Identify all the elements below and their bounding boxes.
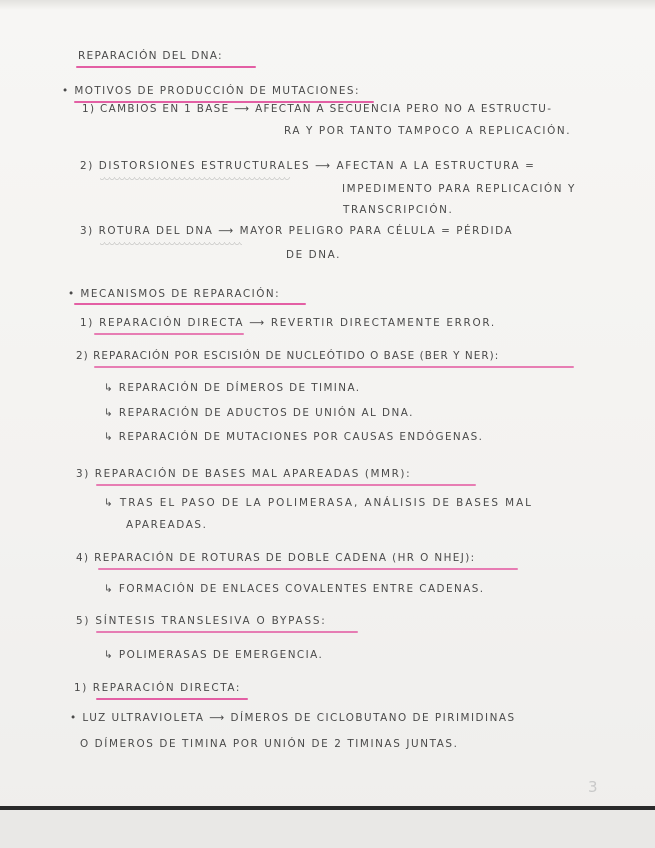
directa-underline <box>96 698 248 700</box>
motivo-1-line2: RA Y POR TANTO TAMPOCO A REPLICACIÓN. <box>284 125 572 137</box>
title-underline <box>76 66 256 68</box>
bottom-margin <box>0 810 655 848</box>
mecanismo-2-sub-3: ↳ REPARACIÓN DE MUTACIONES POR CAUSAS ENDÓGENAS. <box>104 431 484 443</box>
motivo-2-line1: 2) DISTORSIONES ESTRUCTURALES ⟶ AFECTAN A LA ESTRUCTURA = <box>80 160 536 172</box>
page-number: 3 <box>588 778 598 796</box>
mecanismo-3-sub-2: APAREADAS. <box>126 519 208 531</box>
mecanismo-3-sub-1: ↳ TRAS EL PASO DE LA POLIMERASA, ANÁLISIS DE BASES MAL <box>104 497 533 509</box>
directa-heading: 1) REPARACIÓN DIRECTA: <box>74 682 242 694</box>
motivo-3-line1: 3) ROTURA DEL DNA ⟶ MAYOR PELIGRO PARA CÉLULA = PÉRDIDA <box>80 225 514 237</box>
page-title: REPARACIÓN DEL DNA: <box>78 50 223 62</box>
mecanismo-2-line1: 2) REPARACIÓN POR ESCISIÓN DE NUCLEÓTIDO O BASE (BER Y NER): <box>76 350 500 362</box>
mecanismo-5-sub-1: ↳ POLIMERASAS DE EMERGENCIA. <box>104 649 324 661</box>
mecanismo-4-underline <box>98 568 518 570</box>
mecanismo-1-underline <box>94 333 244 335</box>
directa-line-2: O DÍMEROS DE TIMINA POR UNIÓN DE 2 TIMINAS JUNTAS. <box>80 738 459 750</box>
mecanismo-5-line1: 5) SÍNTESIS TRANSLESIVA O BYPASS: <box>76 615 327 627</box>
motivos-heading: • MOTIVOS DE PRODUCCIÓN DE MUTACIONES: <box>62 85 360 97</box>
page-top-shadow <box>0 0 655 10</box>
motivo-2-line3: TRANSCRIPCIÓN. <box>343 204 454 216</box>
mecanismos-heading: • MECANISMOS DE REPARACIÓN: <box>68 288 281 300</box>
mecanismo-5-underline <box>96 631 358 633</box>
motivo-3-wavy-underline <box>100 242 242 246</box>
mecanismo-2-sub-2: ↳ REPARACIÓN DE ADUCTOS DE UNIÓN AL DNA. <box>104 407 414 419</box>
mecanismo-1-line1: 1) REPARACIÓN DIRECTA ⟶ REVERTIR DIRECTAMENTE ERROR. <box>80 317 496 329</box>
motivo-1-line1: 1) CAMBIOS EN 1 BASE ⟶ AFECTAN A SECUENCIA PERO NO A ESTRUCTU- <box>82 103 553 115</box>
motivo-2-line2: IMPEDIMENTO PARA REPLICACIÓN Y <box>342 183 576 195</box>
mecanismos-underline <box>74 303 306 305</box>
mecanismo-2-sub-1: ↳ REPARACIÓN DE DÍMEROS DE TIMINA. <box>104 382 361 394</box>
mecanismo-4-line1: 4) REPARACIÓN DE ROTURAS DE DOBLE CADENA (HR O NHEJ): <box>76 552 476 564</box>
directa-line-1: • LUZ ULTRAVIOLETA ⟶ DÍMEROS DE CICLOBUTANO DE PIRIMIDINAS <box>70 712 516 724</box>
mecanismo-4-sub-1: ↳ FORMACIÓN DE ENLACES COVALENTES ENTRE CADENAS. <box>104 583 485 595</box>
mecanismo-2-underline <box>94 366 574 368</box>
mecanismo-3-line1: 3) REPARACIÓN DE BASES MAL APAREADAS (MMR): <box>76 468 412 480</box>
motivo-3-line2: DE DNA. <box>286 249 342 261</box>
mecanismo-3-underline <box>96 484 476 486</box>
motivo-2-wavy-underline <box>100 177 290 181</box>
